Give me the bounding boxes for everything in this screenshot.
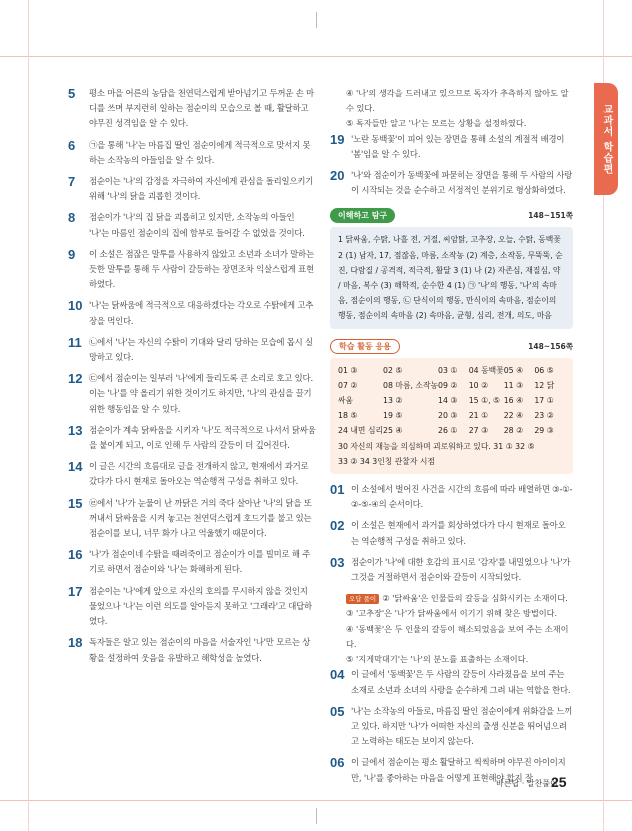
- answer-text: 이 글에서 점순이는 평소 활달하고 씩씩하며 야무진 아이이지만, '나'를 좋아하는 마음을 어떻게 표현해야 할지 잘: [351, 757, 566, 783]
- box2-header: [330, 339, 573, 354]
- answer-item: [68, 138, 316, 168]
- answer-text: ㉠을 통해 '나'는 마름집 딸인 점순이에게 적극적으로 맞서지 못하는 소작농의 아들임을 알 수 있다.: [89, 139, 311, 165]
- answer-number: 9: [68, 246, 76, 262]
- box1: [330, 227, 573, 328]
- answer-cell: 싸움: [338, 396, 354, 406]
- answer-cell: 27 ③: [468, 426, 489, 436]
- answer-number: 05: [330, 703, 345, 719]
- answer-cell: 08 마름, 소작농: [383, 380, 439, 390]
- answer-cell: 28 ②: [503, 426, 524, 436]
- bottom-margin-line: [0, 800, 632, 801]
- answer-cell: 04 동백꽃: [468, 365, 504, 375]
- answer-text: 이 소설은 현재에서 과거를 회상하였다가 다시 현재로 돌아오는 역순행적 구성을 취하고 있다.: [351, 520, 566, 546]
- answer-item: [68, 210, 316, 240]
- answer-text: 점순이는 '나'의 감정을 자극하여 자신에게 관심을 돌리일으키기 위해 '나'의 닭을 괴롭힌 것이다.: [89, 176, 314, 202]
- answer-item: [68, 371, 316, 417]
- answer-number: 14: [68, 459, 83, 475]
- answer-item: [330, 518, 573, 548]
- answer-text: 평소 마을 어른의 농담을 천연덕스럽게 받아넘기고 두꺼운 손 마디를 쓰며 부지런히 일하는 점순이의 모습으로 볼 때, 활달하고 야무진 성격임을 알 수 있다.: [89, 88, 314, 129]
- answer-number: 02: [330, 518, 345, 534]
- answer-cell: 24 내면 심리: [338, 426, 384, 436]
- page-number: 25: [551, 774, 567, 790]
- answer-cell: 20 ③: [438, 411, 458, 421]
- answer-cell: 21 ①: [468, 411, 489, 421]
- answer-cell: 12 닭: [534, 380, 555, 390]
- answer-number: 10: [68, 298, 83, 314]
- answer-cell: 13 ②: [383, 396, 403, 406]
- answer-cell: 15 ①, ⑤: [468, 396, 501, 406]
- answer-text: '나'는 닭싸움에 적극적으로 대응하겠다는 각오로 수탉에게 고추장을 먹인다.: [89, 300, 314, 326]
- crop-mark-top: [316, 12, 317, 28]
- answer-number: 18: [68, 635, 83, 651]
- answer-item: [68, 335, 316, 365]
- answer-cell: 03 ①: [438, 365, 458, 375]
- answer-number: 5: [68, 86, 76, 101]
- sub-note-text: ⑤ 독자들만 알고 '나'는 모르는 상황을 설정하였다.: [346, 118, 527, 129]
- box2-range: 148~156쪽: [528, 341, 573, 351]
- answer-item: [68, 174, 316, 204]
- answer-cell: 18 ⑤: [338, 411, 358, 421]
- sub-note-text: ④ '동백꽃'은 두 인물의 갈등이 해소되었음을 보여 주는 소재이다.: [346, 623, 569, 649]
- sub-note: [330, 622, 573, 652]
- answer-text: ㉢에서 점순이는 일부러 '나'에게 들리도록 큰 소리로 호고 있다. 이는 '나'를 약 올리기 위한 것이기도 하지만, '나'의 관심을 끌기 위한 행동임을 알 수 있다.: [89, 373, 313, 414]
- answer-item: [330, 555, 573, 585]
- right-column: [330, 86, 573, 792]
- answer-text: '나'와 점순이가 동백꽃에 파묻히는 장면을 통해 두 사람의 사랑이 시작되는 것을 순수하고 서정적인 분위기로 형상화하였다.: [351, 170, 573, 196]
- answer-text: 이 소설에서 벌어진 사건을 시간의 흐름에 따라 배열하면 ③-①-②-⑤-④의 순서이다.: [351, 484, 573, 510]
- sub-note-text: ② '닭싸움'은 인물들의 갈등을 심화시키는 소재이다.: [382, 593, 568, 604]
- answer-text: 이 소설은 점잖은 말투를 사용하지 않았고 소년과 소녀가 말하는 듯한 말투를 통해 두 사람이 갈등하는 장면조차 익살스럽게 표현하였다.: [89, 248, 314, 290]
- sub-note-text: ③ '고추장'은 '나'가 닭싸움에서 이기기 위해 찾은 방법이다.: [346, 608, 558, 619]
- answer-text: ㉣에서 '나'가 눈물이 난 까닭은 거의 죽다 살아난 '나'의 닭을 또 꺼내서 닭싸움을 시켜 놓고는 천연덕스럽게 호드기를 불고 있는 점순이를 보니, 너무 화가 나고 억울했기 때문이다.: [89, 497, 312, 539]
- answer-cell: 22 ④: [503, 411, 524, 421]
- answer-number: 16: [68, 547, 83, 563]
- answer-text: 점순이가 '나'에 대한 호감의 표시로 '감자'를 내밀었으나 '나'가 그것을 거절하면서 점순이와 갈등이 시작되었다.: [351, 556, 571, 583]
- answer-cell: 14 ③: [438, 396, 458, 406]
- answer-cell: 05 ④: [503, 365, 524, 375]
- answer-cell: 02 ⑤: [383, 365, 403, 375]
- answer-cell: 25 ④: [383, 426, 403, 436]
- box1-range: 148~151쪽: [528, 211, 573, 221]
- answer-item: [330, 482, 573, 512]
- sub-note: [330, 86, 573, 116]
- answer-number: 01: [330, 482, 345, 498]
- answer-item: [68, 298, 316, 328]
- side-tab: 교과서 학습편: [594, 83, 618, 195]
- sub-note: [330, 606, 573, 621]
- box1-line: 1 닭싸움, 수탉, 나흘 전, 거절, 씨암탉, 고추장, 오늘, 수탉, 동백꽃: [338, 235, 561, 245]
- sub-note: [330, 652, 573, 667]
- answer-item: [68, 635, 316, 665]
- answer-cell: 10 ②: [468, 380, 489, 390]
- answer-text: '나'는 소작농의 아들로, 마름집 딸인 점순이에게 위화감을 느끼고 있다. 하지만 '나'가 어떠한 자신의 출생 신분을 뛰어넘으려고 노력하는 태도는 보이지 않는다.: [351, 705, 573, 747]
- answer-number: 03: [330, 554, 345, 570]
- answer-number: 6: [68, 137, 76, 153]
- box2: [330, 358, 573, 474]
- answer-item: [68, 584, 316, 630]
- answer-number: 13: [68, 422, 83, 438]
- sub-note-text: ⑤ '지게막대기'는 '나'의 분노를 표출하는 소재이다.: [346, 654, 529, 665]
- sub-note: [330, 116, 573, 131]
- wrong-answer-tag: 오답 풀이: [346, 594, 379, 604]
- answer-cell: 26 ①: [438, 426, 458, 436]
- answer-item: [68, 423, 316, 453]
- left-margin-line: [28, 0, 29, 831]
- answer-item: [330, 132, 573, 162]
- answer-item: [330, 667, 573, 697]
- box1-label: 이해하고 탐구: [330, 208, 395, 223]
- answer-item: [68, 496, 316, 542]
- left-column: [68, 86, 316, 672]
- box2-tail: 33 ② 34 3인칭 관찰자 시점: [338, 456, 435, 466]
- answer-text: 점순이가 '나'의 집 닭을 괴롭히고 있지만, 소작농의 아들인 '나'는 마름인 점순이의 집에 함부로 들어갈 수 없었을 것이다.: [89, 212, 305, 238]
- answer-item: [68, 247, 316, 293]
- footer-label: 바른답 · 알찬풀이: [496, 779, 558, 788]
- answer-item: [330, 704, 573, 750]
- answer-number: 06: [330, 755, 345, 771]
- answer-number: 11: [68, 334, 82, 350]
- answer-cell: 19 ⑤: [383, 411, 403, 421]
- answer-text: 이 글은 시간의 흐름대로 글을 전개하지 않고, 현재에서 과거로 갔다가 다시 현재로 돌아오는 역순행적 구성을 취하고 있다.: [89, 461, 309, 487]
- box2-label: 학습 활동 응용: [330, 339, 400, 354]
- answer-number: 20: [330, 168, 345, 184]
- answer-cell: 29 ③: [534, 426, 554, 436]
- top-margin: [0, 0, 632, 57]
- answer-cell: 17 ①: [534, 396, 554, 406]
- crop-mark-bottom: [316, 808, 317, 824]
- answer-number: 19: [330, 131, 345, 147]
- sub-note: [330, 591, 573, 606]
- answer-cell: 06 ⑤: [534, 365, 554, 375]
- box1-header: [330, 208, 573, 223]
- answer-cell: 09 ②: [438, 380, 458, 390]
- answer-cell: 16 ④: [503, 396, 524, 406]
- answer-text: ㉡에서 '나'는 자신의 수탉이 기대와 달리 당하는 모습에 몹시 실망하고 있다.: [89, 336, 313, 363]
- answer-item: [68, 459, 316, 489]
- answer-number: 8: [68, 210, 76, 226]
- box1-line: 2 (1) 남자, 17, 점잖음, 마름, 소작농 (2) 계층, 소작동, 무뚝뚝, 순진, 다람질 / 공격적, 적극적, 활달 3 (1) 나 (2) 자존심, 재질심, 약 / 마음, 복수 (3) 해학적, 순수한 4 (1) ㉠ '나'의 행동, '나'의 속마음, 점순이의 행동, ㉡ 단식이의 행동, 만식이의 속마음, 점순이의 행동, 점순이의 속마음 (2) 속마음, 균형, 심리, 전개, 의도, 마음: [338, 250, 563, 321]
- answer-cell: 11 ③: [503, 380, 524, 390]
- answer-grid: [338, 363, 565, 439]
- answer-number: 15: [68, 495, 83, 511]
- answer-number: 7: [68, 174, 76, 190]
- answer-text: 점순이는 '나'에게 앞으로 자신의 호의를 무시하지 않을 것인지 물었으나 '나'는 이런 의도를 알아듣지 못하고 '그래라'고 대답하였다.: [89, 585, 312, 627]
- answer-text: '노란 동백꽃'이 피어 있는 장면을 통해 소설의 계절적 배경이 '봄'임을 알 수 있다.: [351, 133, 565, 159]
- answer-cell: 23 ②: [534, 411, 554, 421]
- answer-item: [330, 168, 573, 198]
- answer-item: [68, 86, 316, 132]
- answer-text: 점순이가 계속 닭싸움을 시키자 '나'도 적극적으로 나서서 닭싸움을 붙이게 되고, 이로 인해 두 사람의 갈등이 더 깊어진다.: [89, 424, 316, 451]
- answer-item: [68, 547, 316, 577]
- answer-cell: 07 ②: [338, 380, 358, 390]
- answer-text: 독자들은 알고 있는 점순이의 마음을 서술자인 '나'만 모르는 상황을 설정하여 웃음을 유발하고 해학성을 높였다.: [89, 637, 311, 663]
- box2-tail: 30 자신의 재능을 의심하며 괴로워하고 있다. 31 ① 32 ⑤: [338, 441, 535, 451]
- answer-number: 12: [68, 371, 83, 387]
- sub-note-text: ④ '나'의 생각을 드러내고 있으므로 독자가 추측하지 않아도 알 수 있다.: [346, 88, 569, 114]
- answer-text: '나'가 점순이네 수탉을 때려죽이고 점순이가 이를 빌미로 해 주기로 하면서 점순이와 '나'는 화해하게 된다.: [89, 549, 311, 575]
- answer-cell: 01 ③: [338, 365, 358, 375]
- answer-number: 17: [68, 583, 83, 599]
- answer-number: 04: [330, 667, 345, 683]
- answer-text: 이 글에서 '동백꽃'은 두 사람의 갈등이 사라졌음을 보여 주는 소재로 소년과 소녀의 사랑을 순수하게 그려 내는 역할을 한다.: [351, 669, 571, 695]
